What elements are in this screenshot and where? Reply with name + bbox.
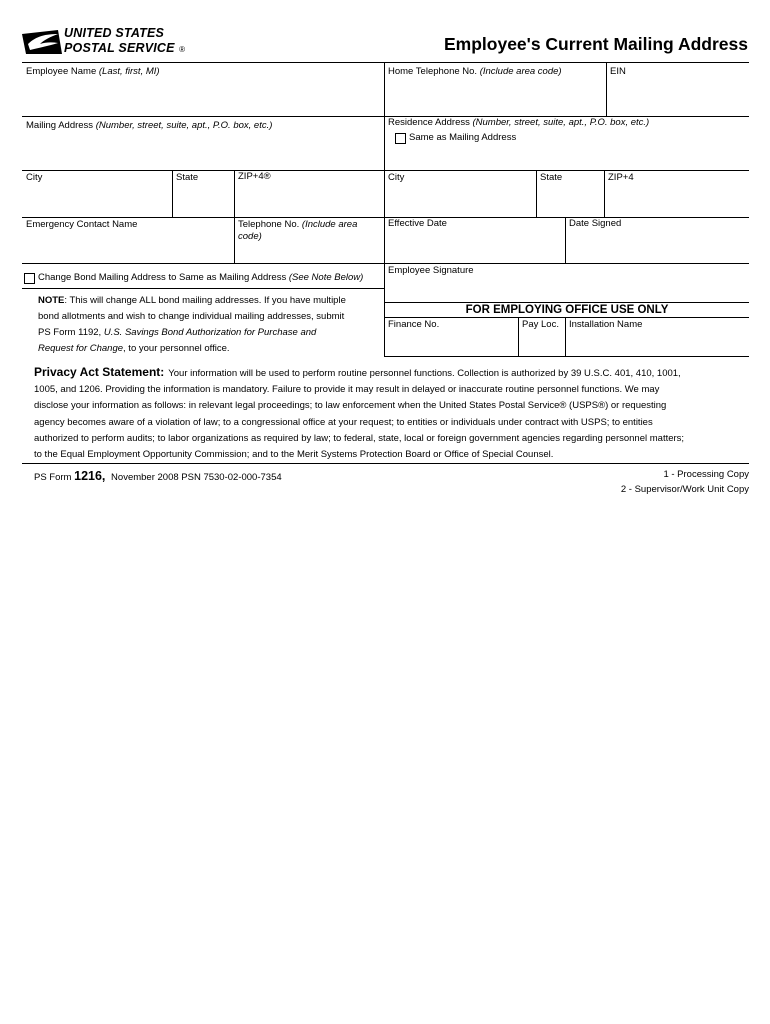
pay-loc-field[interactable] (519, 318, 564, 355)
installation-name-field[interactable] (566, 318, 749, 355)
eagle-icon (22, 28, 62, 56)
privacy-line-6: to the Equal Employment Opportunity Commission; and to the Merit Systems Protection Board or Office of Special Counsel. (34, 449, 554, 461)
employee-signature-field[interactable] (385, 264, 749, 301)
same-as-mailing-label: Same as Mailing Address (409, 132, 517, 143)
finance-no-label: Finance No. (388, 319, 440, 330)
logo-registered-mark: ® (179, 45, 186, 54)
emergency-phone-label: Telephone No. (238, 219, 302, 230)
zip-left-label: ZIP+4® (238, 171, 271, 182)
ein-field[interactable] (607, 63, 749, 115)
state-right-field[interactable] (537, 171, 603, 216)
copy-2: 2 - Supervisor/Work Unit Copy (620, 484, 749, 495)
city-right-label: City (388, 172, 405, 183)
privacy-line-3: disclose your information as follows: in relevant legal proceedings; to law enforcement when the United States Postal Service® (USPS®) or requesting (34, 400, 667, 412)
note-line-4b: , to your personnel office. (123, 343, 230, 354)
installation-name-label: Installation Name (569, 319, 643, 330)
bond-note (38, 293, 346, 357)
effective-date-label: Effective Date (388, 218, 447, 229)
same-as-mailing-checkbox[interactable] (395, 133, 406, 144)
employee-signature-label: Employee Signature (388, 265, 474, 276)
date-signed-field[interactable] (566, 218, 749, 262)
mailing-address-field[interactable] (22, 117, 383, 169)
form-info: November 2008 PSN 7530-02-000-7354 (111, 472, 282, 483)
date-signed-label: Date Signed (569, 218, 622, 229)
emergency-phone-hint: (Include area (301, 219, 358, 230)
privacy-heading: Privacy Act Statement: (34, 365, 165, 379)
privacy-statement (34, 364, 749, 463)
privacy-line-2: 1005, and 1206. Providing the information is mandatory. Failure to provide it may result in delayed or inaccurate routine personnel functions. We may (34, 384, 660, 396)
note-line-2: bond allotments and wish to change individual mailing addresses, submit (38, 311, 345, 322)
logo-line-2: POSTAL SERVICE (64, 41, 175, 55)
emergency-contact-label: Emergency Contact Name (26, 219, 138, 230)
finance-no-field[interactable] (385, 318, 517, 355)
employee-name-label: Employee Name (26, 66, 99, 77)
change-bond-hint: (See Note Below) (288, 272, 364, 283)
change-bond-label: Change Bond Mailing Address to Same as Mailing Address (38, 272, 289, 283)
note-bold: NOTE (38, 295, 65, 306)
note-line-4a: Request for Change (38, 343, 124, 354)
city-left-field[interactable] (22, 171, 171, 216)
form-id (34, 469, 282, 483)
zip-right-label: ZIP+4 (608, 172, 634, 183)
note-line-3a: PS Form 1192, (38, 327, 104, 338)
privacy-line-1: Your information will be used to perform routine personnel functions. Collection is authorized by 39 U.S.C. 401, 410, 1001, (168, 368, 681, 379)
emergency-phone-hint-2: code) (238, 231, 262, 242)
residence-address-label: Residence Address (388, 117, 473, 128)
zip-right-field[interactable] (605, 171, 749, 216)
copy-distribution (621, 467, 749, 497)
form-number: 1216, (74, 469, 106, 483)
mailing-address-label: Mailing Address (26, 120, 96, 131)
mailing-address-hint: (Number, street, suite, apt., P.O. box, etc.) (95, 120, 273, 131)
office-use-heading: FOR EMPLOYING OFFICE USE ONLY (465, 304, 669, 316)
pay-loc-label: Pay Loc. (522, 319, 559, 330)
employee-name-field[interactable] (22, 63, 383, 115)
rule-left-end (22, 288, 384, 289)
change-bond-checkbox[interactable] (24, 273, 35, 284)
emergency-contact-field[interactable] (22, 218, 233, 262)
home-phone-field[interactable] (385, 63, 605, 115)
logo-line-1: UNITED STATES (64, 26, 165, 40)
form-prefix: PS Form (34, 472, 75, 483)
home-phone-label: Home Telephone No. (388, 66, 480, 77)
employee-name-hint: (Last, first, MI) (98, 66, 160, 77)
effective-date-field[interactable] (385, 218, 564, 262)
zip-left-field[interactable] (235, 171, 383, 216)
emergency-phone-field[interactable] (235, 218, 383, 262)
city-left-label: City (26, 172, 43, 183)
residence-address-hint: (Number, street, suite, apt., P.O. box, etc.) (472, 117, 650, 128)
ein-label: EIN (610, 66, 626, 77)
rule-bottom-right (384, 356, 749, 357)
note-line-1: : This will change ALL bond mailing addresses. If you have multiple (64, 295, 346, 306)
copy-1: 1 - Processing Copy (663, 469, 749, 480)
state-right-label: State (540, 172, 563, 183)
city-right-field[interactable] (385, 171, 535, 216)
privacy-line-5: authorized to perform audits; to labor organizations as required by law; to federal, state, local or foreign government agencies regarding personnel matters; (34, 432, 685, 444)
rule-signature (384, 302, 749, 303)
note-line-3b: U.S. Savings Bond Authorization for Purchase and (103, 327, 317, 338)
privacy-line-4: agency becomes aware of a violation of law; to a congressional office at your request; to entities or individuals under contract with USPS; to entities (34, 416, 653, 428)
state-left-label: State (176, 172, 199, 183)
usps-logo (22, 26, 186, 56)
state-left-field[interactable] (173, 171, 233, 216)
page-title: Employee's Current Mailing Address (443, 34, 748, 54)
home-phone-hint: (Include area code) (479, 66, 562, 77)
